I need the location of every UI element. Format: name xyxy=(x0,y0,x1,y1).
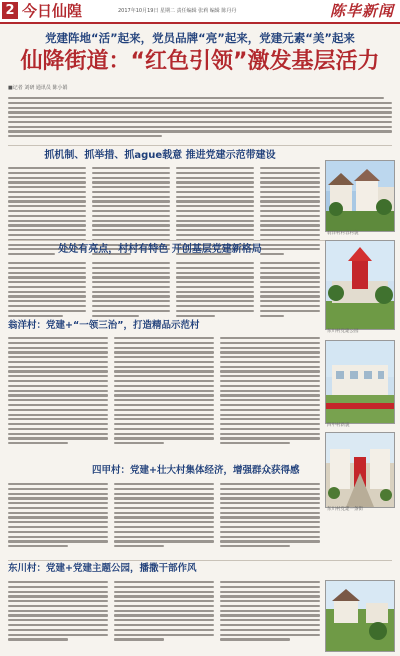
text-column xyxy=(8,262,86,319)
party-park-photo xyxy=(325,240,395,330)
section-heading-4: 四甲村：党建+壮大村集体经济，增强群众获得感 xyxy=(92,465,300,476)
lead-paragraph xyxy=(8,97,392,140)
section-title: 今日仙隍 xyxy=(22,2,83,20)
village-photo xyxy=(325,160,395,232)
dateline: 2017年10月19日 星期二 责任编辑 张莉 编辑 陈丹丹 xyxy=(118,8,237,14)
photo-caption: 东川村党建一条街 xyxy=(327,507,363,512)
text-column xyxy=(176,262,254,319)
party-street-photo xyxy=(325,432,395,508)
section-heading-5: 东川村：党建+党建主题公园，播撒干部作风 xyxy=(8,563,197,574)
masthead xyxy=(0,0,400,24)
text-column xyxy=(92,262,170,319)
text-column xyxy=(260,262,320,319)
text-column xyxy=(8,581,108,643)
article-headline: 仙降街道：“红色引领”激发基层活力 xyxy=(20,49,380,74)
text-column xyxy=(8,483,108,550)
text-column xyxy=(8,337,108,447)
text-column xyxy=(114,483,214,550)
section-heading-2: 处处有亮点，村村有特色 开创基层党建新格局 xyxy=(58,244,262,255)
photo-caption: 四甲村新貌 xyxy=(327,423,350,428)
text-column xyxy=(114,581,214,643)
text-column xyxy=(220,581,320,643)
village-landscape-photo xyxy=(325,580,395,652)
village-new-look-photo xyxy=(325,340,395,424)
section-heading-3: 翁洋村：党建+“一领三治”，打造精品示范村 xyxy=(8,320,200,331)
article-byline: ■记者 刘研 通讯员 陈小娟 xyxy=(8,85,68,91)
text-column xyxy=(220,337,320,447)
section-heading-1: 抓机制、抓举措、抓ague载意 推进党建示范带建设 xyxy=(44,150,276,161)
photo-caption: 东川村党建公园 xyxy=(327,329,359,334)
text-column xyxy=(220,483,320,550)
newspaper-logo: 陈毕新闻 xyxy=(329,2,394,20)
page-number: 2 xyxy=(2,2,18,19)
text-column xyxy=(114,337,214,447)
photo-caption: 翁洋村村容村貌 xyxy=(327,231,359,236)
article-kicker: 党建阵地“活”起来，党员品牌“亮”起来，党建元素“美”起来 xyxy=(45,31,355,45)
